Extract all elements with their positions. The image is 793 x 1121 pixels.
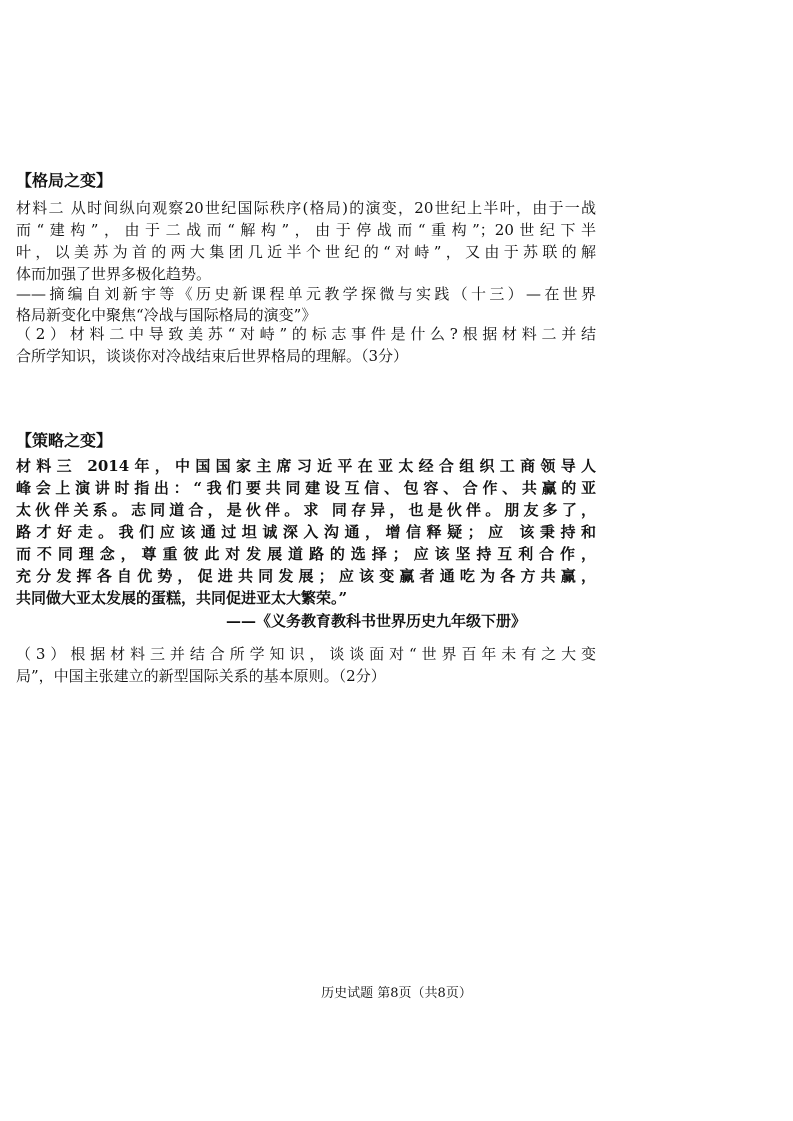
material-3-line-7: 共同做大亚太发展的蛋糕，共同促进亚太大繁荣。” <box>16 589 348 607</box>
material-3-line-2: 峰会上演讲时指出：“我们要共同建设互信、包容、合作、共赢的亚 <box>16 479 596 497</box>
material-2-line-4: 体而加强了世界多极化趋势。 <box>16 265 212 283</box>
material-3-line-4: 路才好走。我们应该通过坦诚深入沟通，增信释疑；应 该秉持和 <box>16 523 596 541</box>
material-3-source: ——《义务教育教科书世界历史九年级下册》 <box>225 612 526 630</box>
material-2-line-2: 而“建构”，由于二战而“解构”，由于停战而“重构”；20世纪下半 <box>16 221 596 239</box>
material-3-line-5: 而不同理念，尊重彼此对发展道路的选择；应该坚持互利合作， <box>16 545 596 563</box>
material-3-line-3: 太伙伴关系。志同道合，是伙伴。求 同存异，也是伙伴。朋友多了， <box>16 501 596 519</box>
material-2-line-1: 材料二 从时间纵向观察20世纪国际秩序(格局)的演变，20世纪上半叶，由于一战 <box>16 199 596 217</box>
question-3-line-2: 局”，中国主张建立的新型国际关系的基本原则。（2分） <box>16 667 386 685</box>
material-3-line-1: 材料三 2014年，中国国家主席习近平在亚太经合组织工商领导人 <box>16 457 596 475</box>
question-2-line-2: 合所学知识，谈谈你对冷战结束后世界格局的理解。（3分） <box>16 347 409 365</box>
material-2-source-line-1: ——摘编自刘新宇等《历史新课程单元教学探微与实践（十三）—在世界 <box>16 285 596 303</box>
section-heading-pattern: 【格局之变】 <box>16 171 113 190</box>
question-2-line-1: （2）材料二中导致美苏“对峙”的标志事件是什么?根据材料二并结 <box>16 325 596 343</box>
section-heading-strategy: 【策略之变】 <box>16 431 113 450</box>
material-3-line-6: 充分发挥各自优势，促进共同发展；应该变赢者通吃为各方共赢， <box>16 567 596 585</box>
page-footer: 历史试题 第8页（共8页） <box>321 986 472 1001</box>
material-2-source-line-2: 格局新变化中聚焦“冷战与国际格局的演变”》 <box>16 306 317 324</box>
material-2-line-3: 叶，以美苏为首的两大集团几近半个世纪的“对峙”，又由于苏联的解 <box>16 243 596 261</box>
question-3-line-1: （3）根据材料三并结合所学知识，谈谈面对“世界百年未有之大变 <box>16 645 596 663</box>
